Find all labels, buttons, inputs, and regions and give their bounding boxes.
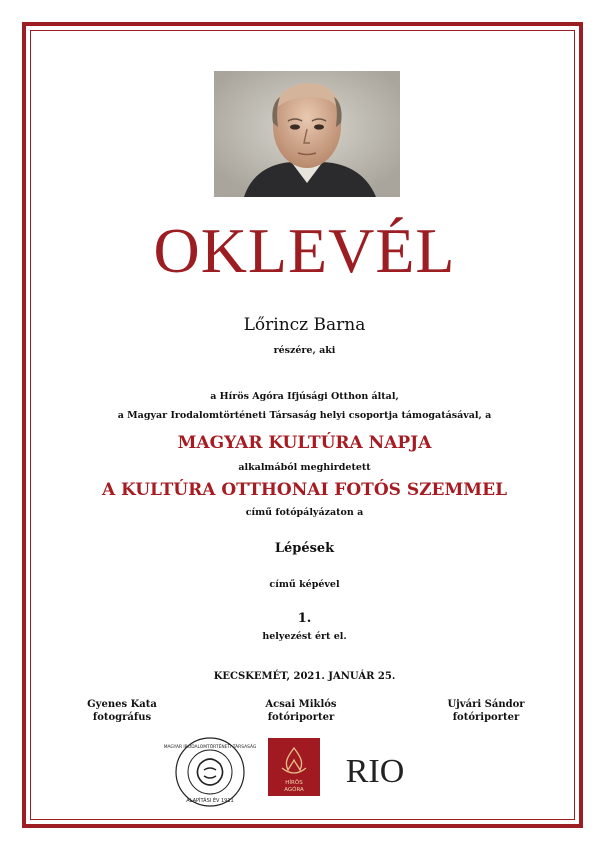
signatory-name: Gyenes Kata — [87, 699, 157, 710]
rio-logo — [346, 742, 404, 796]
work-title: Lépések — [274, 541, 335, 556]
signatory-2 — [241, 698, 361, 724]
place-date: KECSKEMÉT, 2021. JANUÁR 25. — [213, 671, 396, 682]
hiros-agora-logo — [268, 738, 320, 800]
contest-name: A KULTÚRA OTTHONAI FOTÓS SZEMMEL — [101, 480, 508, 500]
signatory-role: fotóriporter — [267, 712, 335, 723]
svg-text:RIO: RIO — [345, 753, 405, 790]
svg-text:ALAPÍTÁSI ÉV 1911: ALAPÍTÁSI ÉV 1911 — [186, 798, 234, 804]
text-contest: című fotópályázaton a — [245, 507, 364, 518]
svg-text:HÍRÖS: HÍRÖS — [285, 780, 303, 786]
event-name: MAGYAR KULTÚRA NAPJA — [177, 433, 432, 453]
svg-text:AGÓRA: AGÓRA — [284, 787, 304, 793]
page-title: OKLEVÉL — [153, 215, 456, 286]
signatory-1 — [62, 698, 182, 724]
svg-text:MAGYAR IRODALOMTÖRTÉNETI TÁRSA: MAGYAR IRODALOMTÖRTÉNETI TÁRSASÁG — [163, 745, 257, 750]
place-number: 1. — [297, 611, 312, 626]
recipient-name: Lőrincz Barna — [243, 315, 366, 335]
signatory-name: Acsai Miklós — [265, 699, 337, 710]
text-work: című képével — [269, 579, 340, 590]
portrait-image — [214, 71, 400, 197]
text-occasion: alkalmából meghirdetett — [238, 462, 371, 473]
signatory-3 — [426, 698, 546, 724]
signatory-role: fotóriporter — [452, 712, 520, 723]
signatory-name: Ujvári Sándor — [447, 699, 525, 710]
text-organizer: a Hírös Agóra Ifjúsági Otthon által, — [210, 391, 399, 402]
signatory-role: fotográfus — [92, 712, 152, 723]
text-place: helyezést ért el. — [262, 631, 347, 642]
society-seal-logo — [163, 736, 257, 812]
text-support: a Magyar Irodalomtörténeti Társaság helyi csoportja támogatásával, a — [117, 410, 492, 421]
text-reszere: részére, aki — [273, 345, 336, 356]
